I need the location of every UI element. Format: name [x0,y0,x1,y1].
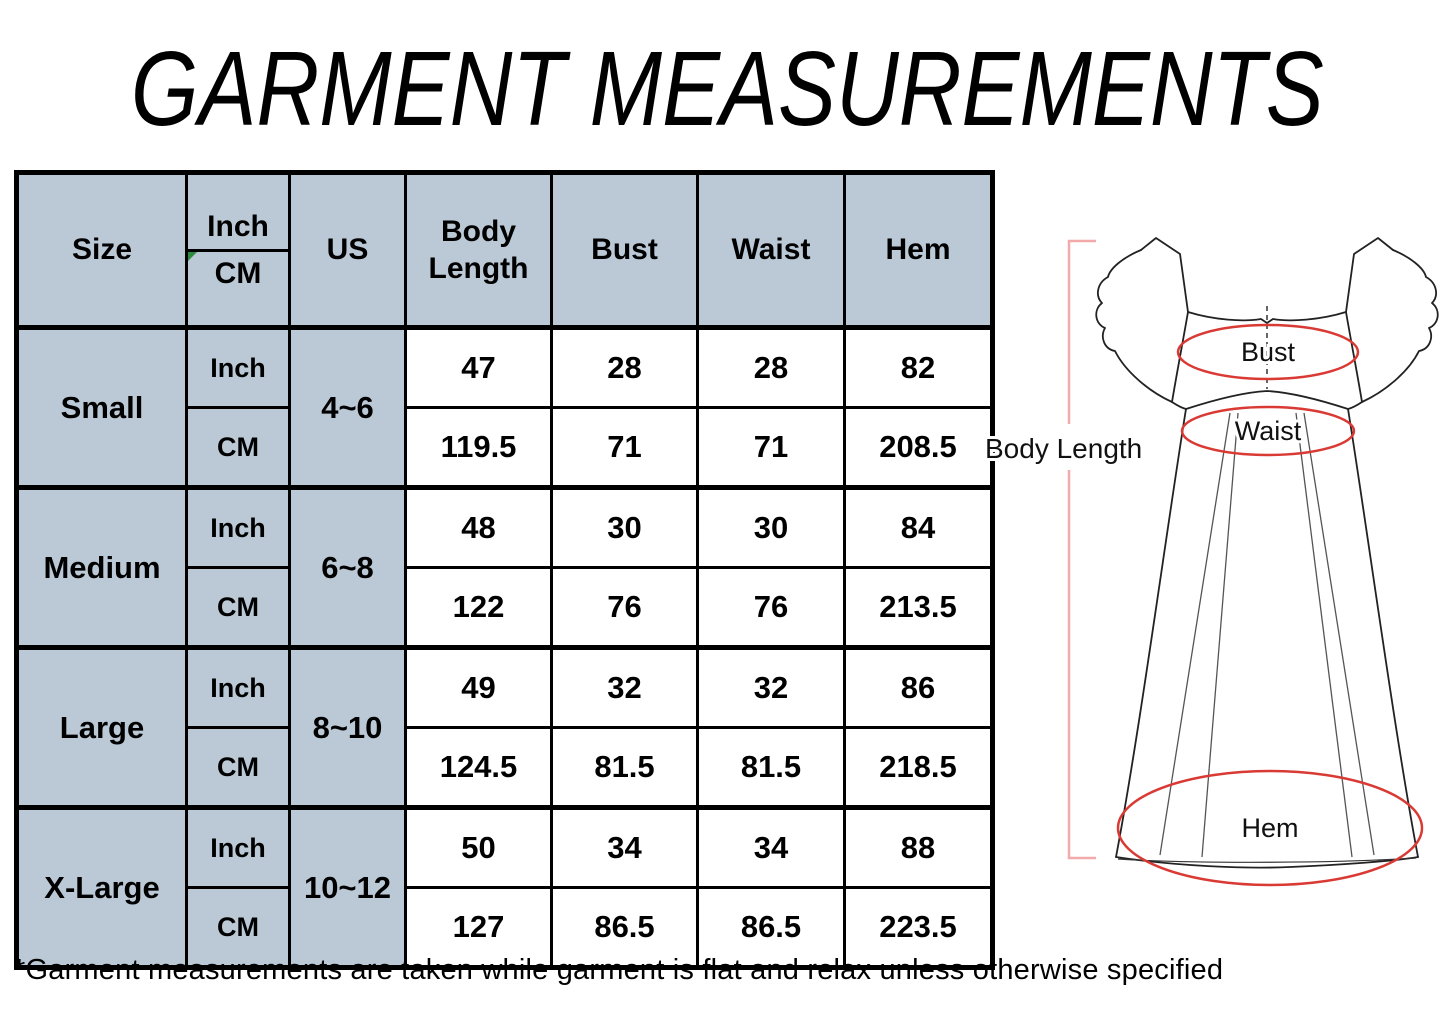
body-length-label: Body Length [985,433,1143,464]
size-name-cell: Medium [17,488,187,648]
garment-diagram [980,168,1445,978]
value-cell: 28 [552,328,698,408]
header-unit-cm-wrap [188,252,288,326]
size-name-cell: Large [17,648,187,808]
footnote: *Garment measurements are taken while garment is flat and relax unless otherwise specified [14,954,1224,986]
header-us: US [290,173,406,328]
size-chart-table [14,170,995,970]
unit-cm-cell: CM [187,408,290,488]
value-cell: 34 [552,808,698,888]
value-cell: 86.5 [698,888,845,968]
unit-cm-cell: CM [187,568,290,648]
value-cell: 32 [698,648,845,728]
measurement-ellipses [1118,325,1422,885]
size-name-cell: Small [17,328,187,488]
table-row [17,648,993,728]
us-size-cell: 4~6 [290,328,406,488]
dress-outline [1096,238,1437,868]
value-cell: 49 [406,648,552,728]
value-cell: 88 [845,808,993,888]
value-cell: 127 [406,888,552,968]
value-cell: 122 [406,568,552,648]
value-cell: 71 [698,408,845,488]
header-waist: Waist [698,173,845,328]
waist-label: Waist [1234,416,1302,446]
unit-inch-cell: Inch [187,328,290,408]
value-cell: 223.5 [845,888,993,968]
page-title [0,30,1445,148]
value-cell: 71 [552,408,698,488]
value-cell: 34 [698,808,845,888]
value-cell: 119.5 [406,408,552,488]
unit-inch-cell: Inch [187,648,290,728]
value-cell: 76 [698,568,845,648]
unit-cm-cell: CM [187,728,290,808]
header-body-length: Body Length [406,173,552,328]
comment-marker-icon [188,252,197,261]
us-size-cell: 6~8 [290,488,406,648]
hem-label: Hem [1241,813,1299,843]
header-unit-cm: CM [214,256,262,290]
value-cell: 28 [698,328,845,408]
page-title-text: GARMENT MEASUREMENTS [130,30,1324,148]
value-cell: 213.5 [845,568,993,648]
body-length-bracket [1069,241,1096,858]
table-row [17,808,993,888]
size-name-cell: X-Large [17,808,187,968]
value-cell: 48 [406,488,552,568]
value-cell: 84 [845,488,993,568]
value-cell: 82 [845,328,993,408]
value-cell: 208.5 [845,408,993,488]
value-cell: 76 [552,568,698,648]
value-cell: 81.5 [698,728,845,808]
bust-label: Bust [1240,337,1296,367]
value-cell: 218.5 [845,728,993,808]
value-cell: 86.5 [552,888,698,968]
value-cell: 30 [552,488,698,568]
table-row [17,488,993,568]
skirt-panel-seams [1160,413,1374,857]
value-cell: 86 [845,648,993,728]
us-size-cell: 8~10 [290,648,406,808]
table-header-row [17,173,993,328]
value-cell: 30 [698,488,845,568]
unit-inch-cell: Inch [187,808,290,888]
value-cell: 124.5 [406,728,552,808]
value-cell: 32 [552,648,698,728]
unit-inch-cell: Inch [187,488,290,568]
header-size: Size [17,173,187,328]
header-bust: Bust [552,173,698,328]
header-unit-cell [187,173,290,328]
value-cell: 81.5 [552,728,698,808]
table-row [17,328,993,408]
us-size-cell: 10~12 [290,808,406,968]
header-hem: Hem [845,173,993,328]
unit-cm-cell: CM [187,888,290,968]
header-unit-inch: Inch [188,175,288,252]
value-cell: 47 [406,328,552,408]
value-cell: 50 [406,808,552,888]
